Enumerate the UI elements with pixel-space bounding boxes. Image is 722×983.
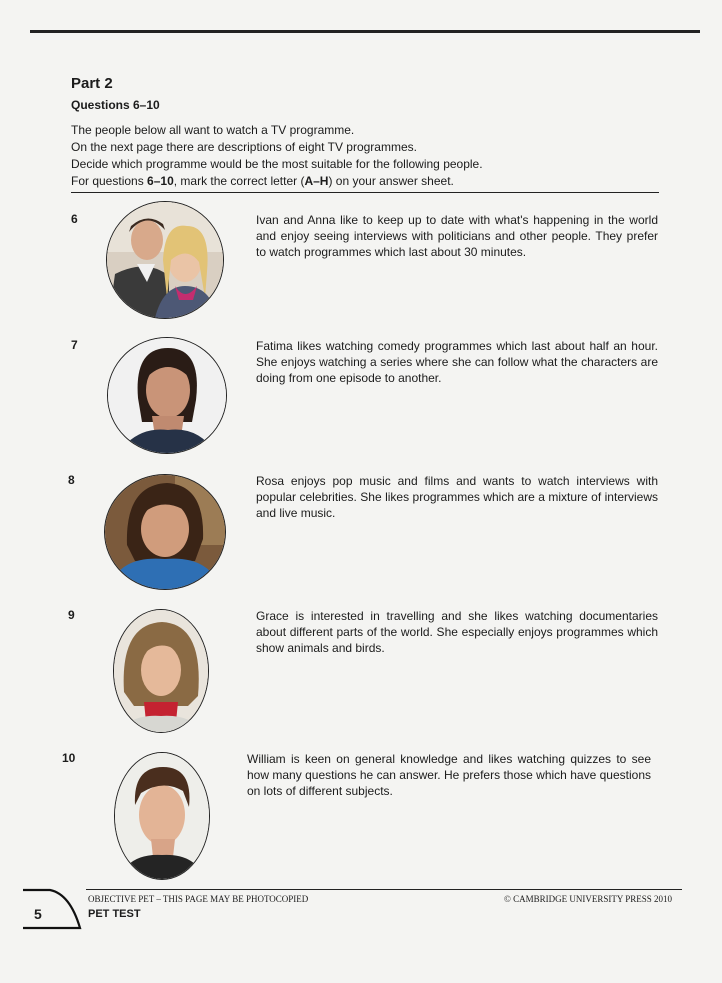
instruction-prefix: For questions [71, 174, 148, 188]
footer-copyright: © CAMBRIDGE UNIVERSITY PRESS 2010 [504, 894, 673, 904]
page-tab-icon [22, 888, 82, 930]
photo-ivan-anna [106, 201, 224, 319]
instruction-line: On the next page there are descriptions of eight TV programmes. [71, 140, 417, 154]
question-text: Grace is interested in travelling and she likes watching documentaries about different parts of the world. She especially enjoys programmes which show animals and birds. [256, 609, 658, 655]
question-text: Ivan and Anna like to keep up to date with what's happening in the world and enjoy seeing interviews with politicians and other people. They prefer to watch programmes which last about 30 minutes. [256, 213, 658, 259]
top-rule [30, 30, 700, 33]
photo-rosa [104, 474, 226, 590]
instruction-line-answer [71, 173, 671, 190]
question-number: 8 [68, 473, 75, 487]
question-number: 10 [62, 751, 76, 765]
footer-rule [86, 889, 682, 890]
woman-photo-icon [108, 338, 226, 453]
photo-grace [113, 609, 209, 733]
girl-photo-icon [114, 610, 208, 732]
question-number: 6 [71, 212, 78, 226]
part-title: Part 2 [71, 75, 113, 92]
question-text: Fatima likes watching comedy programmes which last about half an hour. She enjoys watching a series where she can follow what the characters are doing from one episode to another. [256, 339, 658, 385]
photo-william [114, 752, 210, 880]
instruction-suffix: ) on your answer sheet. [328, 174, 454, 188]
question-text: William is keen on general knowledge and likes watching quizzes to see how many questions he can answer. He prefers those which have questions on lots of different subjects. [247, 752, 651, 798]
question-number: 9 [68, 608, 75, 622]
footer-photocopy-note: OBJECTIVE PET – THIS PAGE MAY BE PHOTOCOPIED [88, 894, 309, 904]
couple-photo-icon [107, 202, 223, 318]
instruction-middle: , mark the correct letter ( [173, 174, 305, 188]
boy-photo-icon [115, 753, 209, 879]
instruction-bold-range: 6–10 [147, 174, 174, 188]
question-text: Rosa enjoys pop music and films and wants to watch interviews with popular celebrities. She likes programmes which are a mixture of interviews and live music. [256, 474, 658, 520]
question-range: Questions 6–10 [71, 98, 160, 112]
instructions [71, 122, 671, 190]
instruction-line: The people below all want to watch a TV programme. [71, 123, 355, 137]
question-number: 7 [71, 338, 78, 352]
page-number: 5 [34, 906, 42, 922]
section-divider [71, 192, 659, 193]
photo-fatima [107, 337, 227, 454]
girl-photo-icon [105, 475, 225, 589]
footer-brand: PET TEST [88, 908, 141, 920]
instruction-line: Decide which programme would be the most suitable for the following people. [71, 157, 483, 171]
instruction-bold-letters: A–H [304, 174, 329, 188]
